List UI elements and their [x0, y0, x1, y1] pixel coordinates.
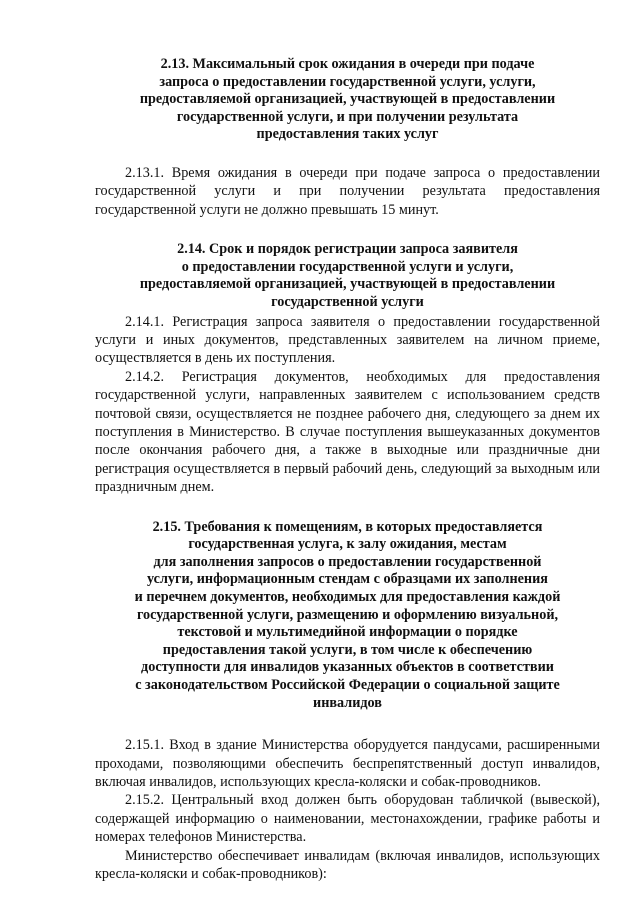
- heading-line: инвалидов: [313, 694, 382, 711]
- heading-line: доступности для инвалидов указанных объектов в соответствии: [141, 659, 554, 676]
- section-heading-2-13: [95, 56, 600, 144]
- heading-line: государственной услуги, размещению и оформлению визуальной,: [136, 606, 559, 623]
- heading-line: 2.15. Требования к помещениям, в которых предоставляется: [152, 518, 543, 535]
- heading-line: 2.14. Срок и порядок регистрации запроса заявителя: [177, 241, 518, 258]
- heading-line: с законодательством Российской Федерации о социальной защите: [135, 676, 560, 693]
- paragraph-2-14-2: 2.14.2. Регистрация документов, необходимых для предоставления государственной услуги, направленных заявителем с использованием средств почтовой связи, осуществляется не позднее рабочего дня, следующего за днем их поступления в Министерство. В случае поступления вышеуказанных документов после окончания рабочего дня, а также в выходные или праздничные дни регистрация осуществляется в первый рабочий день, следующий за выходным или праздничным днем.: [95, 368, 600, 496]
- heading-line: государственной услуги: [271, 293, 424, 310]
- heading-line: предоставления таких услуг: [256, 126, 439, 143]
- section-heading-2-14: [95, 241, 600, 311]
- heading-line: услуги, информационным стендам с образцами их заполнения: [147, 571, 548, 588]
- heading-line: предоставляемой организацией, участвующей в предоставлении: [139, 91, 556, 108]
- heading-line: запроса о предоставлении государственной услуги, услуги,: [159, 73, 536, 90]
- heading-line: текстовой и мультимедийной информации о порядке: [177, 624, 518, 641]
- section-heading-2-15: [95, 519, 600, 713]
- paragraph-2-15-1: 2.15.1. Вход в здание Министерства оборудуется пандусами, расширенными проходами, позволяющими обеспечить беспрепятственный доступ инвалидов, включая инвалидов, использующих кресла-коляски и собак-проводников.: [95, 737, 600, 790]
- heading-line: 2.13. Максимальный срок ожидания в очереди при подаче: [160, 56, 535, 72]
- heading-line: предоставления такой услуги, в том числе к обеспечению: [162, 641, 533, 658]
- heading-line: государственной услуги, и при получении результата: [176, 108, 519, 125]
- heading-line: государственная услуга, к залу ожидания, местам: [188, 536, 507, 553]
- paragraph-2-15-2: 2.15.2. Центральный вход должен быть оборудован табличкой (вывеской), содержащей информацию о наименовании, местонахождении, графике работы и номерах телефонов Министерства.: [95, 792, 600, 846]
- heading-line: и перечнем документов, необходимых для предоставления каждой: [134, 589, 561, 605]
- heading-line: о предоставлении государственной услуги и услуги,: [181, 258, 514, 275]
- paragraph-ministry-provides: Министерство обеспечивает инвалидам (включая инвалидов, использующих кресла-коляски и собак-проводников):: [95, 847, 600, 882]
- paragraph-2-13-1: 2.13.1. Время ожидания в очереди при подаче запроса о предоставлении государственной услуги и при получении результата предоставления государственной услуги не должно превышать 15 минут.: [95, 164, 600, 218]
- heading-line: для заполнения запросов о предоставлении государственной: [153, 553, 542, 570]
- paragraph-2-14-1: 2.14.1. Регистрация запроса заявителя о предоставлении государственной услуги и иных документов, представленных заявителем на личном приеме, осуществляется в день их поступления.: [95, 313, 600, 367]
- heading-line: предоставляемой организацией, участвующей в предоставлении: [139, 276, 556, 293]
